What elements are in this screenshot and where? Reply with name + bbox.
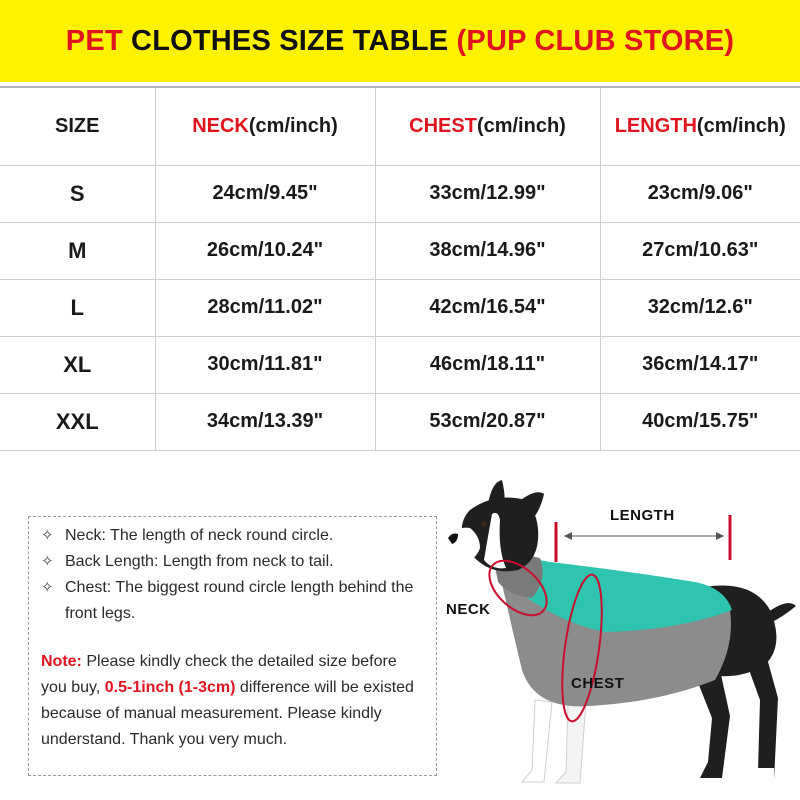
title-part-store: (PUP CLUB STORE): [456, 24, 735, 57]
title-part-main: CLOTHES SIZE TABLE: [131, 24, 449, 57]
neck-label: NECK: [446, 601, 491, 618]
neck-cell: 30cm/11.81": [155, 336, 375, 393]
note-bullet-chest: ✧ Chest: The biggest round circle length behind the front legs.: [41, 575, 426, 627]
chest-cell: 53cm/20.87": [375, 393, 600, 450]
table-row: [0, 222, 800, 279]
table-row: [0, 165, 800, 222]
title-banner: [0, 0, 800, 82]
length-cell: 27cm/10.63": [600, 222, 800, 279]
length-label: LENGTH: [610, 507, 675, 524]
size-cell: XL: [0, 336, 155, 393]
neck-cell: 24cm/9.45": [155, 165, 375, 222]
table-row: [0, 279, 800, 336]
sparkle-diamond-icon: ✧: [41, 527, 54, 544]
length-cell: 36cm/14.17": [600, 336, 800, 393]
measurement-notes: [28, 516, 437, 776]
size-cell: XXL: [0, 393, 155, 450]
dog-head: [448, 480, 544, 571]
title-part-pet: PET: [65, 24, 123, 57]
length-cell: 23cm/9.06": [600, 165, 800, 222]
measurement-diagram: [440, 470, 800, 790]
page-title: [66, 25, 734, 58]
header-length: LENGTH(cm/inch): [600, 87, 800, 165]
note-bullet-neck: ✧ Neck: The length of neck round circle.: [41, 523, 426, 549]
table-header-row: [0, 87, 800, 165]
table-row: [0, 393, 800, 450]
chest-cell: 38cm/14.96": [375, 222, 600, 279]
size-disclaimer: Note: Please kindly check the detailed size before you buy, 0.5-1inch (1-3cm) difference will be existed because of manual measurement. Please kindly understand. Thank you very much.: [41, 653, 414, 748]
sparkle-diamond-icon: ✧: [41, 553, 54, 570]
size-cell: S: [0, 165, 155, 222]
chest-cell: 42cm/16.54": [375, 279, 600, 336]
chest-cell: 33cm/12.99": [375, 165, 600, 222]
header-size: SIZE: [0, 87, 155, 165]
chest-cell: 46cm/18.11": [375, 336, 600, 393]
note-bullet-back-length: ✧ Back Length: Length from neck to tail.: [41, 549, 426, 575]
sparkle-diamond-icon: ✧: [41, 579, 54, 596]
dog-tail: [768, 603, 796, 622]
neck-cell: 26cm/10.24": [155, 222, 375, 279]
length-cell: 40cm/15.75": [600, 393, 800, 450]
size-cell: M: [0, 222, 155, 279]
size-table: [0, 86, 800, 451]
chest-label: CHEST: [571, 675, 625, 692]
header-chest: CHEST(cm/inch): [375, 87, 600, 165]
header-neck: NECK(cm/inch): [155, 87, 375, 165]
length-cell: 32cm/12.6": [600, 279, 800, 336]
neck-cell: 28cm/11.02": [155, 279, 375, 336]
table-row: [0, 336, 800, 393]
size-cell: L: [0, 279, 155, 336]
neck-cell: 34cm/13.39": [155, 393, 375, 450]
